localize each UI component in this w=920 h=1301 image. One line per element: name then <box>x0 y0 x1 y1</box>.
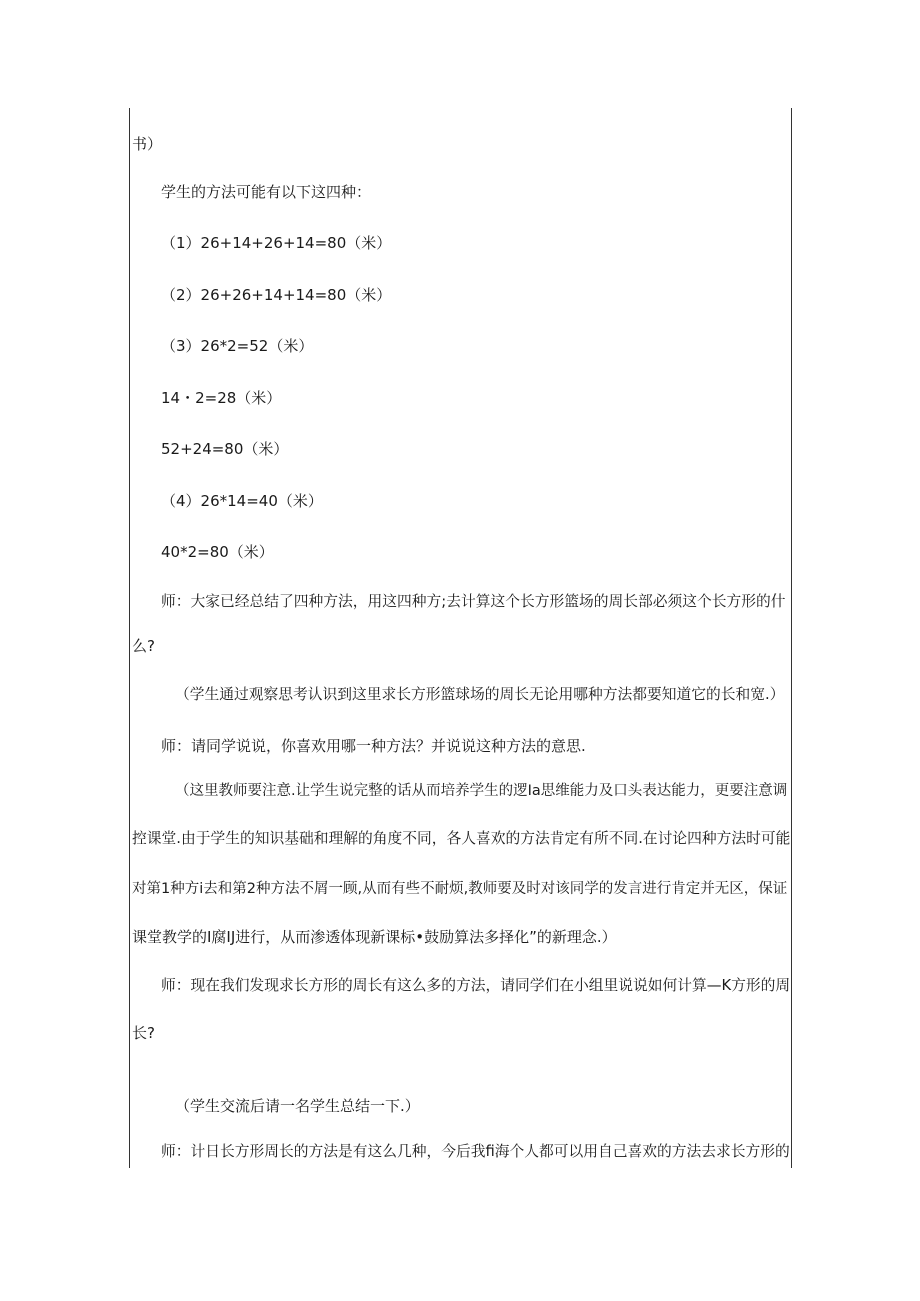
text-line: （学生通过观察思考认识到这里求长方形篮球场的周长无论用哪种方法都要知道它的长和宽.） <box>175 686 785 703</box>
text-line: 书） <box>132 135 163 153</box>
formula-line: （2）26+26+14+14=80（米） <box>161 286 392 304</box>
formula-line: 40*2=80（米） <box>161 543 274 561</box>
text-line: 长? <box>132 1024 155 1042</box>
formula-line: （1）26+14+26+14=80（米） <box>161 234 392 252</box>
text-line: 师：计日长方形周长的方法是有这么几种，今后我fi海个人都可以用自己喜欢的方法去求长方形的 <box>161 1143 790 1160</box>
formula-line: 14・2=28（米） <box>161 389 282 407</box>
table-border-left <box>129 108 130 1168</box>
text-line: 师：大家已经总结了四种方法，用这四种方;去计算这个长方形篮场的周长部必须这个长方形的什 <box>161 593 786 610</box>
text-line: 学生的方法可能有以下这四种： <box>161 183 372 201</box>
formula-line: （3）26*2=52（米） <box>161 337 314 355</box>
text-line: 么? <box>132 637 155 655</box>
text-line: 师：现在我们发现求长方形的周长有这么多的方法，请同学们在小组里说说如何计算—K方形的周 <box>161 977 791 994</box>
text-line: （学生交流后请一名学生总结一下.） <box>175 1097 420 1115</box>
text-line: 课堂教学的I腐IJ进行，从而渗透体现新课标•鼓励算法多择化”的新理念.） <box>132 928 617 946</box>
formula-line: （4）26*14=40（米） <box>161 492 323 510</box>
text-line: （这里教师要注意.让学生说完整的话从而培养学生的逻Ia思维能力及口头表达能力，更要注意调 <box>175 783 788 799</box>
text-line: 对第1种方i去和第2种方法不屑一顾,从而有些不耐烦,教师要及时对该同学的发言进行肯定并无区，保证 <box>132 881 788 897</box>
text-line: 师：请同学说说，你喜欢用哪一种方法？并说说这种方法的意思. <box>161 737 586 755</box>
table-border-right <box>791 108 792 1168</box>
text-line: 控课堂.由于学生的知识基础和理解的角度不同，各人喜欢的方法肯定有所不同.在讨论四种方法时可能 <box>132 830 791 847</box>
formula-line: 52+24=80（米） <box>161 440 289 458</box>
